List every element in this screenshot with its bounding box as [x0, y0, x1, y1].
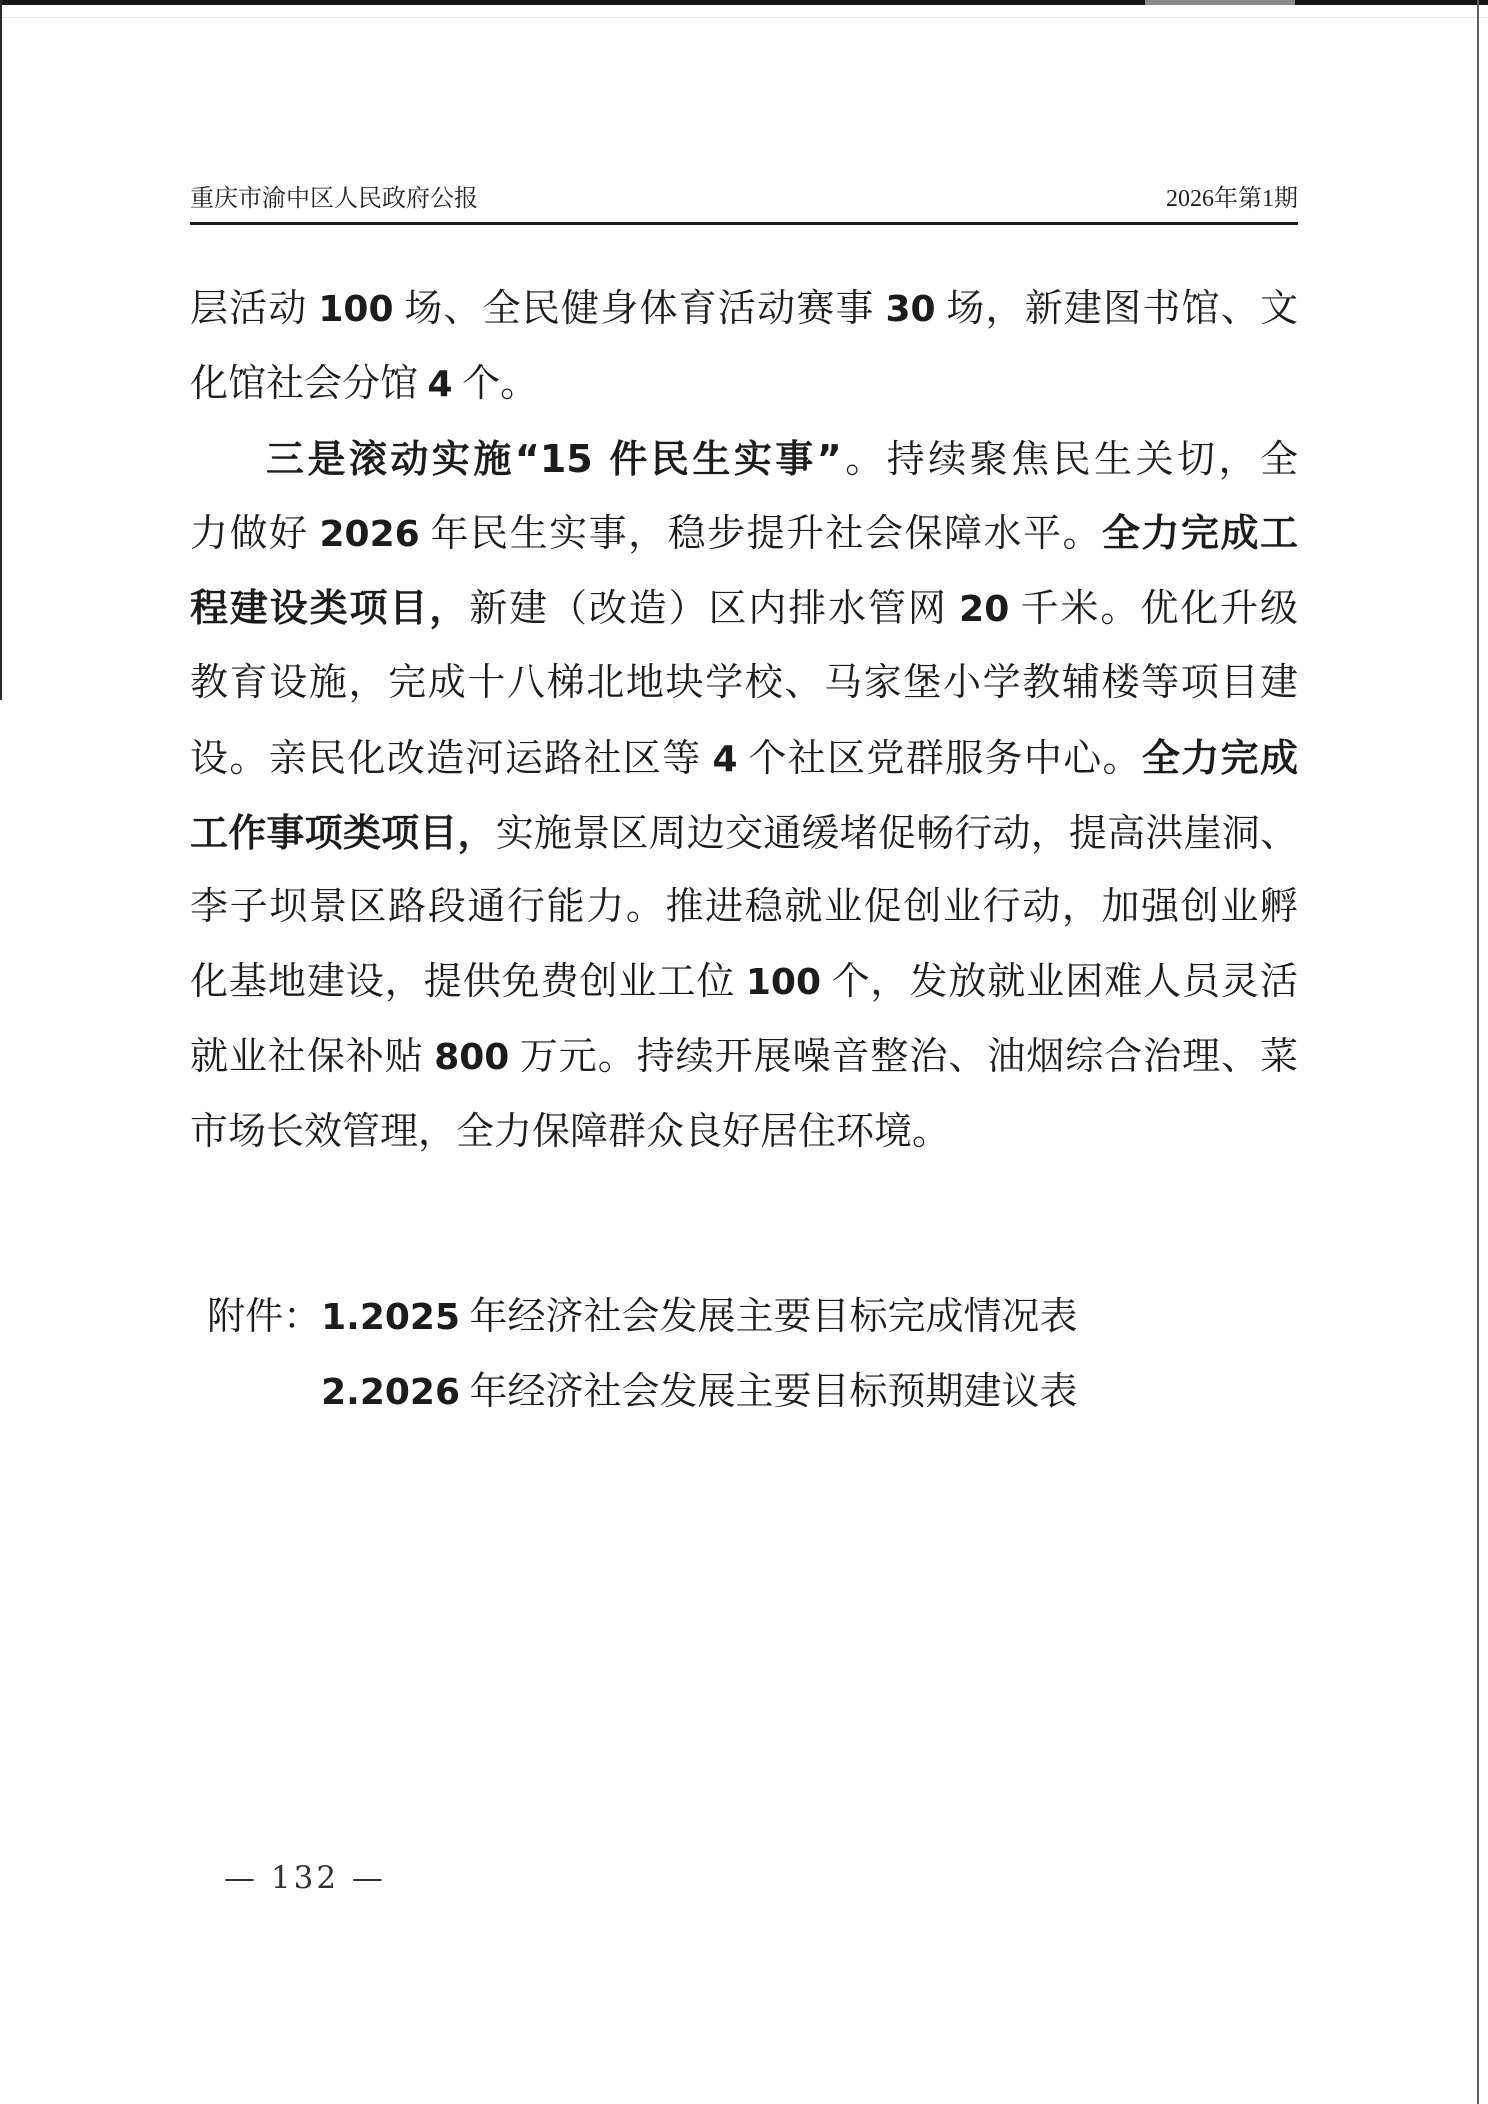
scan-hairline — [0, 17, 1488, 18]
gazette-title: 重庆市渝中区人民政府公报 — [190, 186, 478, 212]
body-text-segment: 个。 — [452, 362, 539, 405]
emphasis-text: 三是滚动实施“15 件民生实事” — [266, 436, 842, 481]
body-text-segment: 。持续聚焦民生关切，全 — [841, 438, 1298, 481]
text-line — [190, 945, 1298, 1020]
numeral-text: 30 — [885, 289, 936, 330]
body-text-segment: 年经济社会发展主要目标预期建议表 — [460, 1370, 1078, 1413]
numeral-text: 4 — [712, 738, 738, 780]
body-text-segment: 教育设施，完成十八梯北地块学校、马家堡小学教辅楼等项目建 — [190, 661, 1298, 704]
numeral-text: 4 — [427, 363, 453, 405]
text-line — [190, 646, 1298, 721]
issue-label: 2026年第1期 — [1166, 186, 1298, 212]
body-text-segment: 场、全民健身体育活动赛事 — [393, 288, 886, 330]
header-rule — [190, 222, 1298, 225]
text-line — [190, 1020, 1298, 1095]
body-text — [190, 272, 1298, 1170]
body-text-segment: 年民生实事，稳步提升社会保障水平。 — [419, 513, 1103, 556]
body-text-segment: 千米。优化升级 — [1009, 588, 1298, 631]
body-text-segment: 李子坝景区路段通行能力。推进稳就业促创业行动，加强创业孵 — [190, 886, 1298, 929]
body-text-segment: 化基地建设，提供免费创业工位 — [190, 961, 746, 1004]
text-line — [190, 870, 1298, 945]
text-line — [190, 1095, 1298, 1170]
page-number: — 132 — — [224, 1860, 386, 1896]
body-text-segment: 年经济社会发展主要目标完成情况表 — [460, 1296, 1078, 1338]
numeral-text: 100 — [745, 962, 821, 1004]
body-text-segment: 万元。持续开展噪音整治、油烟综合治理、菜 — [509, 1035, 1298, 1078]
numeral-text: 2.2026 — [321, 1371, 461, 1413]
numeral-text: 2026 — [319, 514, 420, 556]
text-line — [190, 1355, 1298, 1430]
text-line — [190, 796, 1298, 871]
text-line — [190, 721, 1298, 796]
text-line — [190, 347, 1298, 422]
page-header — [190, 184, 1298, 214]
text-line — [190, 1280, 1298, 1355]
scan-edge-left — [0, 0, 2, 700]
scan-edge-top-light — [1145, 0, 1295, 5]
text-line — [190, 496, 1298, 571]
text-line — [190, 422, 1298, 497]
body-text-segment: 设。亲民化改造河运路社区等 — [190, 737, 713, 780]
body-text-segment: 个社区党群服务中心。 — [737, 737, 1142, 780]
emphasis-text: 工作事项类项目， — [190, 810, 496, 855]
numeral-text: 20 — [959, 589, 1010, 631]
numeral-text: 100 — [318, 289, 394, 330]
body-text-segment: 力做好 — [190, 513, 320, 556]
body-text-segment: 层活动 — [190, 288, 319, 330]
body-text-segment: 市场长效管理，全力保障群众良好居住环境。 — [190, 1110, 951, 1153]
body-text-segment: 实施景区周边交通缓堵促畅行动，提高洪崖洞、 — [495, 812, 1298, 855]
body-text-segment: 新建（改造）区内排水管网 — [469, 588, 960, 631]
numeral-text: 1.2025 — [321, 1297, 461, 1338]
emphasis-text: 全力完成 — [1141, 735, 1298, 780]
scan-edge-right — [1477, 0, 1479, 2104]
body-text-segment: 场，新建图书馆、文 — [935, 288, 1298, 330]
attachment-list — [190, 1280, 1298, 1430]
body-text-segment: 就业社保补贴 — [190, 1035, 435, 1078]
body-text-segment: 化馆社会分馆 — [190, 362, 428, 405]
numeral-text: 800 — [434, 1036, 510, 1078]
body-text-segment: 个，发放就业困难人员灵活 — [821, 961, 1298, 1004]
emphasis-text: 程建设类项目， — [190, 586, 470, 631]
text-line — [190, 272, 1298, 347]
emphasis-text: 全力完成工 — [1102, 511, 1298, 556]
text-line — [190, 571, 1298, 646]
body-text-segment: 附件： — [207, 1296, 322, 1338]
